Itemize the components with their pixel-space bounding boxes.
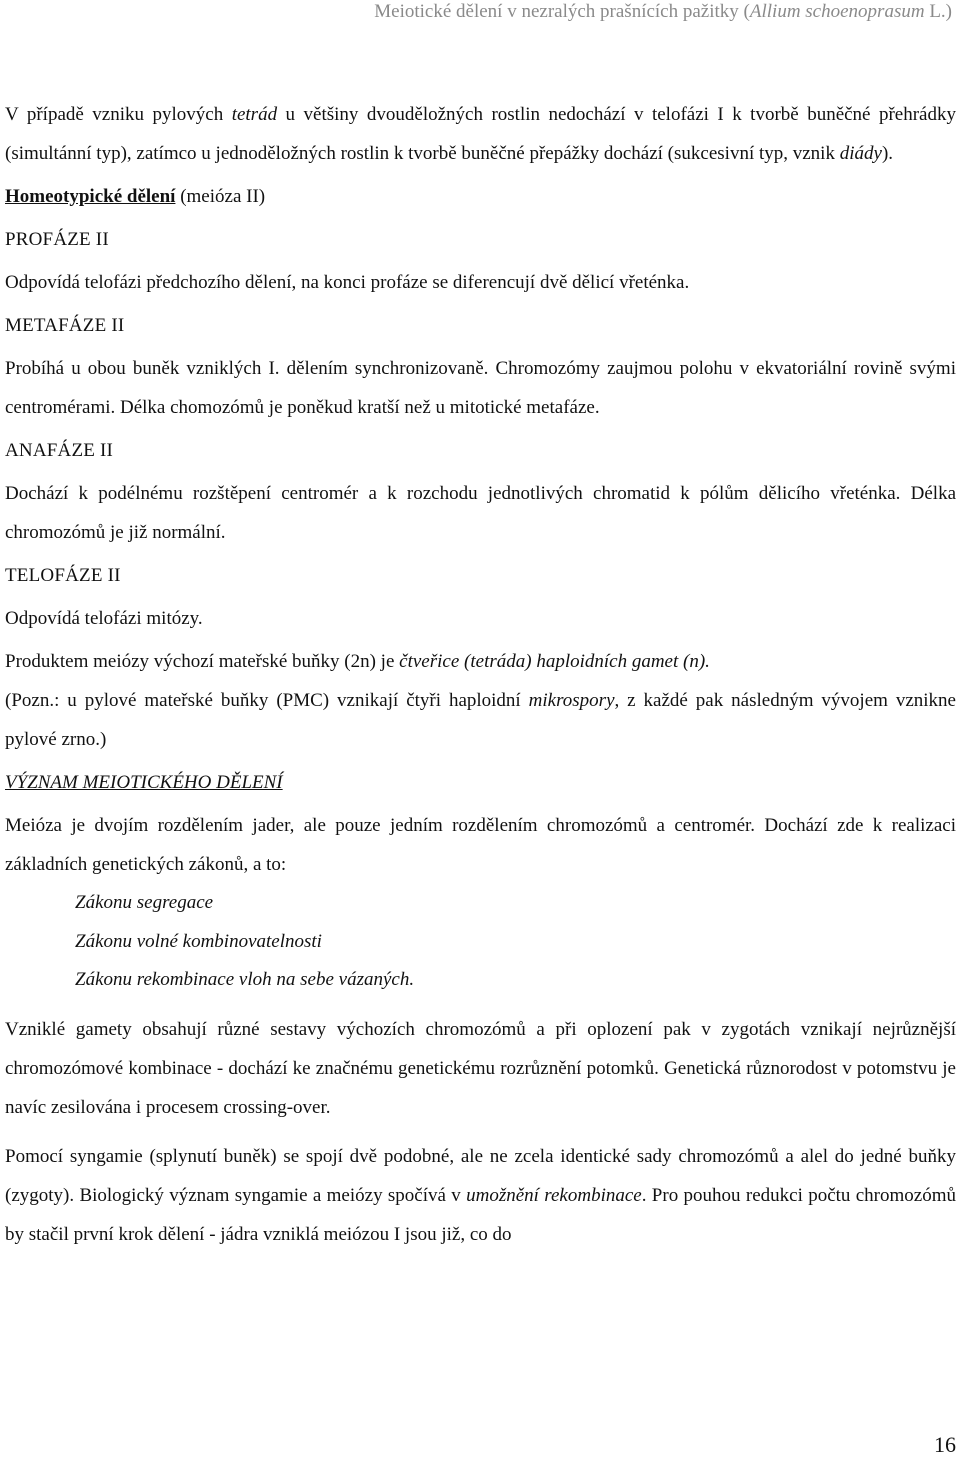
profaze-heading: PROFÁZE II [5, 229, 109, 250]
law-item: Zákonu segregace [75, 892, 214, 913]
header-title-prefix: Meiotické dělení v nezralých prašnících pažitky ( [374, 1, 750, 22]
syngamy-text-a: Pomocí syngamie (splynutí buněk) se spojí dvě podobné, ale ne zcela identické sady chromozómů a alel do jedné buňky (zygoty). Biologický význam syngamie a meiózy spočívá v [5, 1145, 956, 1206]
laws-list [5, 884, 956, 1000]
homeotypic-heading [5, 177, 956, 216]
note-paragraph [5, 681, 956, 759]
intro-term-tetrad: tetrád [231, 104, 278, 125]
metafaze-heading: METAFÁZE II [5, 315, 125, 336]
intro-term-diady: diády [839, 143, 882, 164]
product-paragraph [5, 642, 956, 681]
document-body [5, 95, 956, 1254]
header-species: Allium schoenoprasum [749, 1, 925, 22]
homeotypic-title: Homeotypické dělení [5, 186, 176, 207]
law-item: Zákonu rekombinace vloh na sebe vázaných. [75, 969, 415, 990]
anafaze-text: Dochází k podélnému rozštěpení centromér a k rozchodu jednotlivých chromatid k pólům dělicího vřeténka. Délka chromozómů je již normální. [5, 483, 956, 543]
page-number: 16 [934, 1432, 956, 1457]
note-term-mikrospory: mikrospory [528, 690, 615, 711]
homeotypic-subtitle: (meióza II) [175, 186, 266, 207]
intro-text-b: u většiny dvouděložných rostlin nedochází v telofázi I k tvorbě buněčné přehrádky (simultánní typ), zatímco u jednoděložných rostlin k tvorbě buněčné přepážky dochází (sukcesivní typ, vznik [5, 104, 956, 164]
note-text-c: , z každé pak následným vývojem vznikne pylové zrno.) [5, 690, 956, 750]
anafaze-heading: ANAFÁZE II [5, 440, 114, 461]
syngamy-emphasis: umožnění rekombinace [466, 1184, 642, 1206]
product-emphasis: čtveřice (tetráda) haploidních gamet (n). [399, 651, 710, 672]
header-title-suffix: L.) [924, 1, 952, 22]
syngamy-text-c: . Pro pouhou redukci počtu chromozómů by stačil první krok dělení - jádra vzniklá meiózou I jsou již, co do [5, 1184, 956, 1245]
telofaze-text: Odpovídá telofázi mitózy. [5, 608, 203, 629]
intro-paragraph [5, 95, 956, 173]
law-item: Zákonu volné kombinovatelnosti [75, 930, 322, 952]
running-header [0, 0, 952, 24]
significance-text: Meióza je dvojím rozdělením jader, ale pouze jedním rozdělením chromozómů a centromér. Dochází zde k realizaci základních genetických zákonů, a to: [5, 815, 956, 875]
syngamy-paragraph [5, 1137, 956, 1254]
telofaze-heading: TELOFÁZE II [5, 565, 121, 586]
gametes-paragraph: Vzniklé gamety obsahují různé sestavy výchozích chromozómů a při oplození pak v zygotách vznikají nejrůznější chromozómové kombinace - dochází ke značnému genetickému rozrůznění potomků. Genetická různorodost v potomstvu je navíc zesilována i procesem crossing-over. [5, 1018, 956, 1118]
metafaze-text: Probíhá u obou buněk vzniklých I. dělením synchronizovaně. Chromozómy zaujmou polohu v ekvatoriální rovině svými centromérami. Délka chomozómů je poněkud kratší než u mitotické metafáze. [5, 358, 956, 418]
significance-heading: VÝZNAM MEIOTICKÉHO DĚLENÍ [5, 772, 283, 793]
intro-text-a: V případě vzniku pylových [5, 104, 232, 125]
profaze-text: Odpovídá telofázi předchozího dělení, na konci profáze se diferencují dvě dělicí vřeténka. [5, 272, 690, 293]
intro-text-c: ). [881, 143, 894, 164]
note-text-a: (Pozn.: u pylové mateřské buňky (PMC) vznikají čtyři haploidní [5, 690, 529, 711]
product-text: Produktem meiózy výchozí mateřské buňky (2n) je [5, 651, 400, 672]
